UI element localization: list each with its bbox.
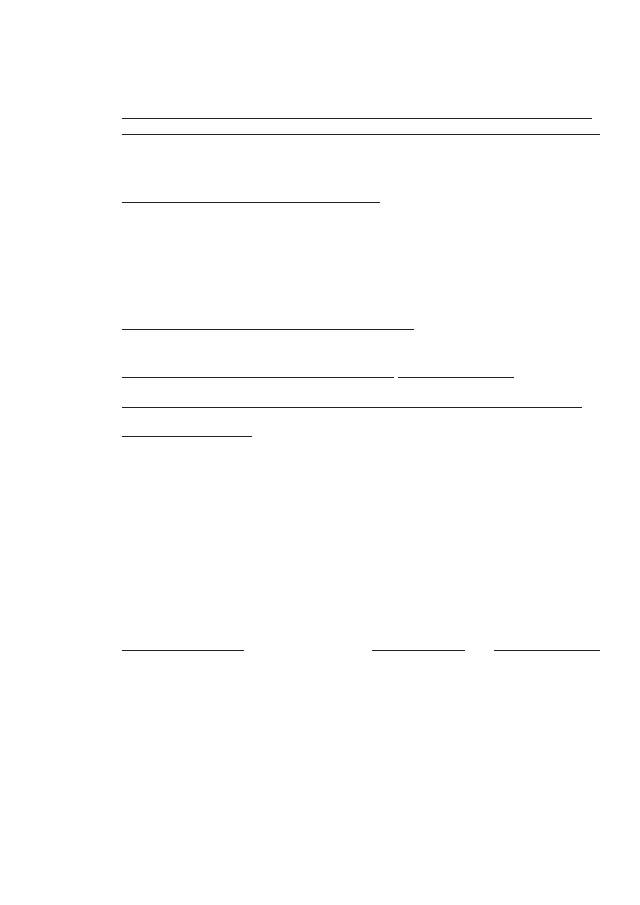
address-line (122, 362, 600, 383)
email-blank-field (274, 392, 582, 408)
email-line (122, 392, 600, 413)
email-blank-field-left (122, 392, 274, 408)
sig-signature-line (372, 650, 465, 651)
address-blank-field (398, 362, 514, 378)
deadline-line (122, 421, 600, 442)
proposal-blank-line (122, 118, 592, 119)
proposal-blank-line-2 (122, 134, 600, 135)
entity-blank-field (122, 314, 414, 330)
deadline-blank-field (122, 421, 252, 437)
sig-official-line (122, 650, 244, 651)
para1-line2 (122, 190, 600, 208)
no-objection-line (122, 314, 600, 335)
sig-name-line (494, 650, 600, 651)
authority-blank-field (122, 190, 380, 203)
authority-blank-field-2 (122, 362, 394, 378)
